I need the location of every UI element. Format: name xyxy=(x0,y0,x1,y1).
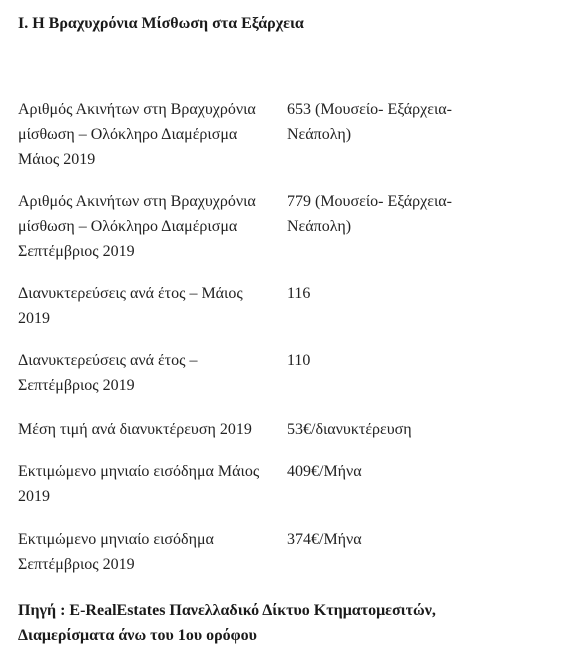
row-value xyxy=(287,97,563,172)
row-label-line: Μέση τιμή ανά διανυκτέρευση 2019 xyxy=(18,421,252,438)
row-value-line: 374€/Μήνα xyxy=(287,531,362,548)
table-row xyxy=(18,281,563,331)
row-value-line: 779 (Μουσείο- Εξάρχεια- xyxy=(287,193,452,210)
row-label-line: μίσθωση – Ολόκληρο Διαμέρισμα xyxy=(18,126,238,143)
table-row xyxy=(18,527,563,577)
row-label xyxy=(18,417,287,442)
row-label-line: Μάιος 2019 xyxy=(18,151,96,168)
row-label xyxy=(18,281,287,331)
data-table xyxy=(18,97,563,577)
row-label-line: 2019 xyxy=(18,310,50,327)
table-row xyxy=(18,189,563,264)
row-label-line: Σεπτέμβριος 2019 xyxy=(18,243,135,260)
row-value-line: 53€/διανυκτέρευση xyxy=(287,421,412,438)
row-label-line: Εκτιμώμενο μηνιαίο εισόδημα xyxy=(18,531,214,548)
row-label xyxy=(18,459,287,509)
row-label-line: Διανυκτερεύσεις ανά έτος – xyxy=(18,352,198,369)
row-value xyxy=(287,281,563,331)
row-label xyxy=(18,97,287,172)
page-heading: I. Η Βραχυχρόνια Μίσθωση στα Εξάρχεια xyxy=(18,15,304,32)
table-row xyxy=(18,459,563,509)
table-row xyxy=(18,348,563,398)
row-value-line: Νεάπολη) xyxy=(287,126,352,143)
row-label-line: Σεπτέμβριος 2019 xyxy=(18,377,135,394)
row-label-line: Αριθμός Ακινήτων στη Βραχυχρόνια xyxy=(18,101,256,118)
row-value xyxy=(287,459,563,509)
row-value xyxy=(287,348,563,398)
row-label xyxy=(18,348,287,398)
table-row xyxy=(18,97,563,172)
row-label-line: Σεπτέμβριος 2019 xyxy=(18,556,135,573)
table-row xyxy=(18,417,563,442)
row-value xyxy=(287,189,563,264)
row-value xyxy=(287,527,563,577)
row-label-line: Διανυκτερεύσεις ανά έτος – Μάιος xyxy=(18,285,243,302)
source-line: Διαμερίσματα άνω του 1ου ορόφου xyxy=(18,627,257,644)
row-value-line: 116 xyxy=(287,285,311,302)
row-label-line: μίσθωση – Ολόκληρο Διαμέρισμα xyxy=(18,218,238,235)
row-label xyxy=(18,189,287,264)
row-value-line: 409€/Μήνα xyxy=(287,463,362,480)
row-label xyxy=(18,527,287,577)
row-label-line: Αριθμός Ακινήτων στη Βραχυχρόνια xyxy=(18,193,256,210)
source-note xyxy=(18,598,558,648)
row-value xyxy=(287,417,563,442)
row-value-line: 653 (Μουσείο- Εξάρχεια- xyxy=(287,101,452,118)
row-label-line: Εκτιμώμενο μηνιαίο εισόδημα Μάιος xyxy=(18,463,260,480)
row-value-line: 110 xyxy=(287,352,311,369)
row-label-line: 2019 xyxy=(18,488,50,505)
source-line: Πηγή : E-RealEstates Πανελλαδικό Δίκτυο Κτηματομεσιτών, xyxy=(18,602,436,619)
row-value-line: Νεάπολη) xyxy=(287,218,352,235)
